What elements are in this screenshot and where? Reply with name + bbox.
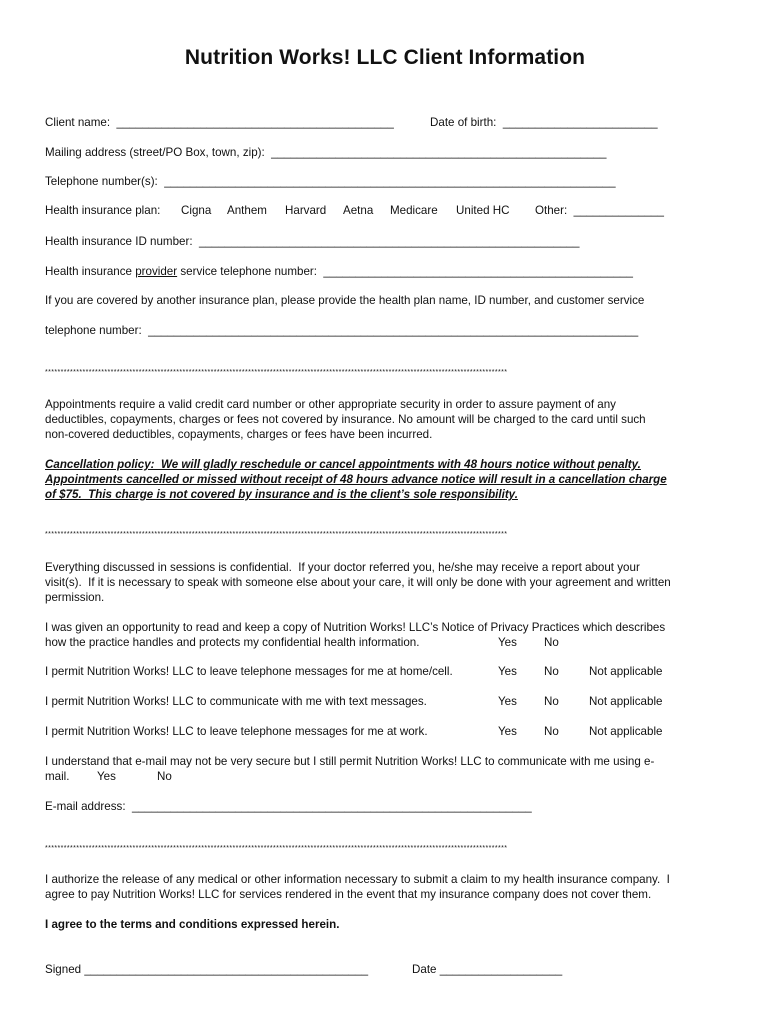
appointments-line: deductibles, copayments, charges or fees not covered by insurance. No amount will be charged to the card until such [45, 413, 646, 426]
appointments-paragraph [45, 397, 725, 442]
permit-home-yes-option[interactable]: Yes [498, 665, 517, 678]
confidentiality-paragraph [45, 560, 725, 605]
plan-option-united-hc[interactable]: United HC [456, 204, 510, 217]
cancellation-policy [45, 457, 725, 502]
confidentiality-line: Everything discussed in sessions is confidential. If your doctor referred you, he/she may receive a report about your [45, 561, 640, 574]
provider-phone-field[interactable] [45, 264, 633, 279]
cancellation-line: of $75. This charge is not covered by insurance and is the client’s sole responsibility. [45, 488, 518, 501]
permit-work-label: I permit Nutrition Works! LLC to leave telephone messages for me at work. [45, 725, 428, 738]
confidentiality-line: permission. [45, 591, 105, 604]
mailing-address-field[interactable]: Mailing address (street/PO Box, town, zip): ____________________________________________________ [45, 146, 607, 159]
separator-1: **************************************************************************************************************************************************** [45, 369, 508, 376]
provider-label-pre: Health insurance [45, 265, 136, 278]
other-plan-instructions: If you are covered by another insurance plan, please provide the health plan name, ID number, and customer service [45, 294, 645, 307]
signature-field[interactable]: Signed ____________________________________________ [45, 963, 369, 976]
permit-home-no-option[interactable]: No [544, 665, 559, 678]
plan-option-harvard[interactable]: Harvard [285, 204, 327, 217]
provider-word: provider [135, 265, 178, 278]
email-address-field[interactable]: E-mail address: ______________________________________________________________ [45, 800, 532, 813]
provider-label-post: service telephone number: ________________________________________________ [177, 265, 633, 278]
cancellation-line: Cancellation policy: We will gladly reschedule or cancel appointments with 48 hours notice without penalty. [45, 458, 641, 471]
signature-date-field[interactable]: Date ___________________ [412, 963, 563, 976]
permit-home-na-option[interactable]: Not applicable [589, 665, 663, 678]
plan-option-aetna[interactable]: Aetna [343, 204, 374, 217]
permit-text-label: I permit Nutrition Works! LLC to communicate with me with text messages. [45, 695, 427, 708]
plan-option-cigna[interactable]: Cigna [181, 204, 212, 217]
telephone-field[interactable]: Telephone number(s): ______________________________________________________________________ [45, 175, 616, 188]
privacy-paragraph [45, 620, 725, 650]
other-plan-phone-field[interactable]: telephone number: ____________________________________________________________________________ [45, 324, 639, 337]
appointments-line: non-covered deductibles, copayments, charges or fees have been incurred. [45, 428, 433, 441]
authorization-paragraph [45, 872, 725, 902]
permit-text-yes-option[interactable]: Yes [498, 695, 517, 708]
permit-work-na-option[interactable]: Not applicable [589, 725, 663, 738]
plan-option-anthem[interactable]: Anthem [227, 204, 267, 217]
plan-option-medicare[interactable]: Medicare [390, 204, 438, 217]
permit-work-no-option[interactable]: No [544, 725, 559, 738]
email-consent-line: mail. [45, 770, 70, 783]
date-of-birth-field[interactable]: Date of birth: ________________________ [430, 116, 658, 129]
permit-text-no-option[interactable]: No [544, 695, 559, 708]
client-name-field[interactable]: Client name: ___________________________________________ [45, 116, 394, 129]
privacy-line: I was given an opportunity to read and keep a copy of Nutrition Works! LLC’s Notice of Privacy Practices which describes [45, 621, 666, 634]
appointments-line: Appointments require a valid credit card number or other appropriate security in order to assure payment of any [45, 398, 616, 411]
insurance-id-field[interactable]: Health insurance ID number: ___________________________________________________________ [45, 235, 580, 248]
separator-3: **************************************************************************************************************************************************** [45, 845, 508, 852]
confidentiality-line: visit(s). If it is necessary to speak with someone else about your care, it will only be done with your agreement and written [45, 576, 671, 589]
privacy-line: how the practice handles and protects my confidential health information. [45, 636, 420, 649]
permit-work-yes-option[interactable]: Yes [498, 725, 517, 738]
separator-2: **************************************************************************************************************************************************** [45, 531, 508, 538]
plan-option-other-field[interactable]: Other: ______________ [535, 204, 664, 217]
privacy-no-option[interactable]: No [544, 636, 559, 649]
permit-home-label: I permit Nutrition Works! LLC to leave telephone messages for me at home/cell. [45, 665, 453, 678]
plan-label: Health insurance plan: [45, 204, 161, 217]
email-consent-paragraph [45, 754, 725, 784]
authorization-line: agree to pay Nutrition Works! LLC for services rendered in the event that my insurance company does not cover them. [45, 888, 652, 901]
authorization-line: I authorize the release of any medical or other information necessary to submit a claim to my health insurance company. I [45, 873, 670, 886]
privacy-yes-option[interactable]: Yes [498, 636, 517, 649]
email-no-option[interactable]: No [157, 770, 172, 783]
cancellation-line: Appointments cancelled or missed without receipt of 48 hours advance notice will result in a cancellation charge [45, 473, 667, 486]
permit-text-na-option[interactable]: Not applicable [589, 695, 663, 708]
form-title: Nutrition Works! LLC Client Information [184, 46, 586, 69]
agree-statement: I agree to the terms and conditions expressed herein. [45, 918, 340, 931]
email-consent-line: I understand that e-mail may not be very secure but I still permit Nutrition Works! LLC to communicate with me using e- [45, 755, 655, 768]
email-yes-option[interactable]: Yes [97, 770, 116, 783]
